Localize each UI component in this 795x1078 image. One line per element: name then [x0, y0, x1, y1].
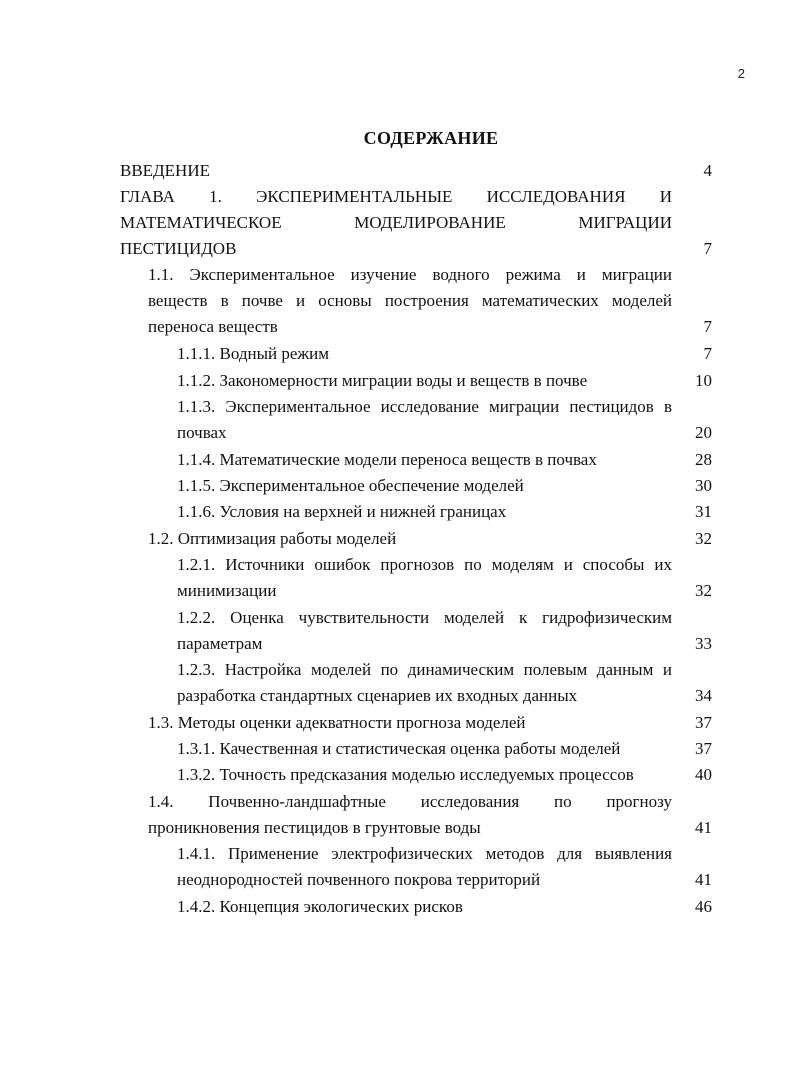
toc-page-number: 7: [703, 344, 712, 363]
toc-page-number: 10: [695, 371, 712, 390]
toc-entry-line: 1.4.1. Применение электрофизических методов для выявления: [177, 844, 672, 863]
toc-page-number: 4: [703, 161, 712, 180]
toc-page-number: 46: [695, 897, 712, 916]
toc-entry-line: 1.1.5. Экспериментальное обеспечение моделей: [177, 476, 524, 495]
toc-page-number: 20: [695, 423, 712, 442]
toc-entry-line: проникновения пестицидов в грунтовые воды: [148, 818, 481, 837]
toc-page-number: 31: [695, 502, 712, 521]
toc-entry-line: 1.1.2. Закономерности миграции воды и веществ в почве: [177, 371, 588, 390]
toc-entry-line: параметрам: [177, 634, 263, 653]
toc-page-number: 30: [695, 476, 712, 495]
toc-entry-line: неоднородностей почвенного покрова территорий: [177, 870, 541, 889]
toc-entry-line: 1.3.1. Качественная и статистическая оценка работы моделей: [177, 739, 621, 758]
toc-entry-line: 1.1.4. Математические модели переноса веществ в почвах: [177, 450, 597, 469]
toc-page-number: 41: [695, 870, 712, 889]
toc-entry-line: ПЕСТИЦИДОВ: [120, 239, 237, 258]
toc-page-number: 37: [695, 739, 712, 758]
toc-entry-line: 1.4.2. Концепция экологических рисков: [177, 897, 463, 916]
toc-entry-line: ВВЕДЕНИЕ: [120, 161, 210, 180]
toc-page-number: 41: [695, 818, 712, 837]
toc-entry-line: 1.1.3. Экспериментальное исследование миграции пестицидов в: [177, 397, 672, 416]
toc-page-number: 37: [695, 713, 712, 732]
toc-page-number: 32: [695, 581, 712, 600]
toc-page-number: 32: [695, 529, 712, 548]
toc-entry-line: 1.1.6. Условия на верхней и нижней границах: [177, 502, 507, 521]
toc-title: СОДЕРЖАНИЕ: [363, 128, 499, 148]
toc-entry-line: переноса веществ: [148, 317, 278, 336]
toc-entry-line: минимизации: [177, 581, 277, 600]
toc-entry-line: 1.1.1. Водный режим: [177, 344, 330, 363]
toc-entry-line: 1.2.1. Источники ошибок прогнозов по моделям и способы их: [177, 555, 672, 574]
toc-entry-line: почвах: [177, 423, 227, 442]
toc-page-number: 34: [695, 686, 712, 705]
toc-entry-line: 1.2.2. Оценка чувствительности моделей к гидрофизическим: [177, 608, 672, 627]
toc-entry-line: 1.2.3. Настройка моделей по динамическим полевым данным и: [177, 660, 672, 679]
toc-page-number: 33: [695, 634, 712, 653]
toc-page-number: 7: [703, 317, 712, 336]
toc-entry-line: МАТЕМАТИЧЕСКОЕ МОДЕЛИРОВАНИЕ МИГРАЦИИ: [120, 213, 672, 232]
toc-entry-line: 1.1. Экспериментальное изучение водного режима и миграции: [148, 265, 672, 284]
toc-entry-line: разработка стандартных сценариев их входных данных: [177, 686, 578, 705]
toc-page-number: 7: [703, 239, 712, 258]
toc-entry-line: 1.2. Оптимизация работы моделей: [148, 529, 397, 548]
toc-entry-line: ГЛАВА 1. ЭКСПЕРИМЕНТАЛЬНЫЕ ИССЛЕДОВАНИЯ И: [120, 187, 672, 206]
toc-entry-line: 1.4. Почвенно-ландшафтные исследования по прогнозу: [148, 792, 672, 811]
page-number: 2: [737, 66, 745, 81]
toc-entry-line: веществ в почве и основы построения математических моделей: [148, 291, 672, 310]
toc-page-number: 28: [695, 450, 712, 469]
toc-entry-line: 1.3.2. Точность предсказания моделью исследуемых процессов: [177, 765, 634, 784]
toc-page-number: 40: [695, 765, 712, 784]
toc-entry-line: 1.3. Методы оценки адекватности прогноза моделей: [148, 713, 526, 732]
